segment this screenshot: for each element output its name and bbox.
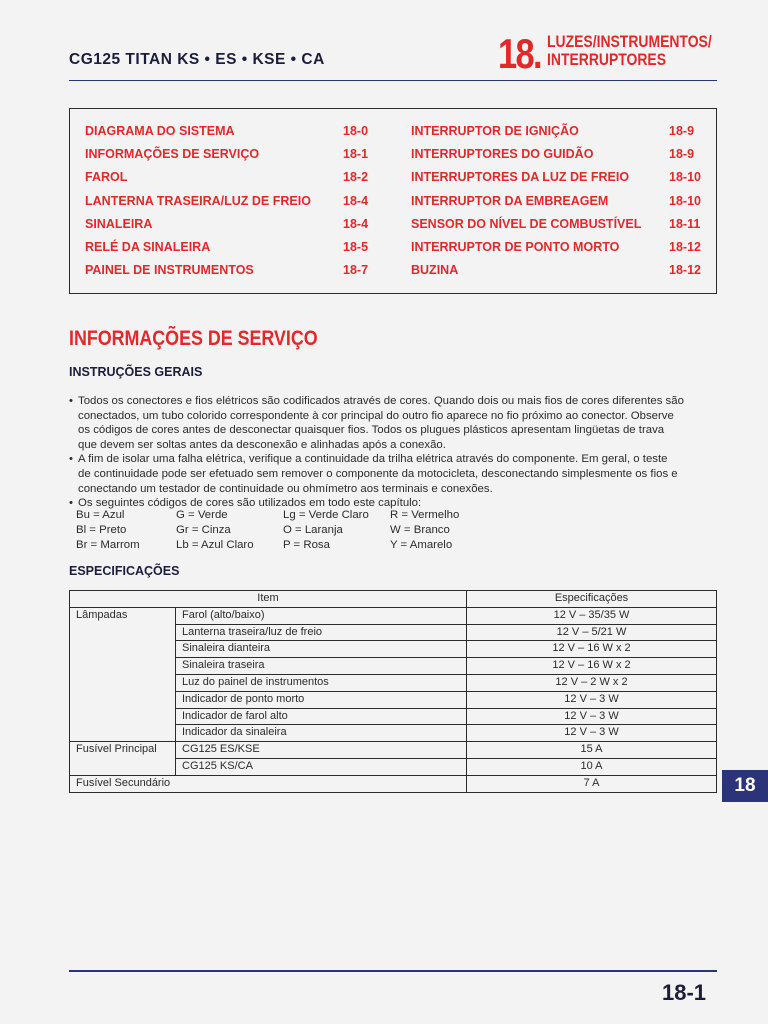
toc-page: 18-9 [669, 124, 695, 138]
spec-row [70, 658, 717, 675]
spec-row [70, 691, 717, 708]
spec-value: 12 V – 3 W [467, 708, 717, 725]
color-code: W = Branco [390, 523, 450, 536]
color-code: Lb = Azul Claro [176, 538, 254, 551]
spec-value: 12 V – 5/21 W [467, 624, 717, 641]
spec-value: 12 V – 3 W [467, 691, 717, 708]
spec-item: Farol (alto/baixo) [176, 607, 467, 624]
toc-label: INTERRUPTORES DA LUZ DE FREIO [411, 170, 630, 185]
section-title: INFORMAÇÕES DE SERVIÇO [69, 327, 318, 350]
spec-value: 12 V – 35/35 W [467, 607, 717, 624]
page-number: 18-1 [662, 980, 707, 1005]
toc-label: INTERRUPTORES DO GUIDÃO [411, 147, 594, 162]
chapter-number: 18. [498, 30, 541, 77]
instruction-line: que devem ser soltas antes da desconexão e alinhadas após a conexão. [78, 438, 446, 451]
toc-page: 18-0 [343, 124, 369, 138]
spec-row [70, 674, 717, 691]
instruction-line: conectando um testador de continuidade ou ohmímetro aos terminais e conexões. [78, 482, 493, 495]
toc-page: 18-10 [669, 170, 701, 185]
spec-group [70, 708, 176, 725]
specifications-heading: ESPECIFICAÇÕES [69, 564, 180, 578]
color-code: Y = Amarelo [390, 538, 453, 551]
spec-item: CG125 KS/CA [176, 758, 467, 775]
instruction-bullet [69, 452, 729, 496]
chapter-title-line1: LUZES/INSTRUMENTOS/ [547, 32, 712, 51]
color-code: R = Vermelho [390, 509, 460, 521]
toc-label: SINALEIRA [85, 216, 153, 231]
spec-group [70, 758, 176, 775]
spec-group [70, 674, 176, 691]
header-rule [69, 80, 717, 81]
toc-page: 18-7 [343, 263, 369, 278]
chapter-title [547, 33, 712, 69]
spec-value: 15 A [467, 742, 717, 759]
spec-group [70, 641, 176, 658]
toc-label: FAROL [85, 170, 128, 185]
spec-row [70, 708, 717, 725]
spec-item: Indicador da sinaleira [176, 725, 467, 742]
color-code: Gr = Cinza [176, 523, 231, 536]
toc-label: RELÉ DA SINALEIRA [85, 240, 211, 254]
spec-row [70, 624, 717, 641]
general-instructions-heading: INSTRUÇÕES GERAIS [69, 365, 203, 379]
spec-row [70, 775, 717, 792]
toc-label: SENSOR DO NÍVEL DE COMBUSTÍVEL [411, 216, 642, 231]
spec-value: 12 V – 16 W x 2 [467, 658, 717, 675]
chapter-title-line2: INTERRUPTORES [547, 50, 667, 69]
toc-page: 18-5 [343, 240, 369, 254]
table-header-row [70, 591, 717, 608]
footer-rule [69, 970, 717, 972]
specifications-table [69, 590, 717, 793]
toc-label: INTERRUPTOR DE IGNIÇÃO [411, 124, 579, 138]
instruction-line: • A fim de isolar uma falha elétrica, verifique a continuidade da trilha elétrica através do componente. Em geral, o teste [78, 453, 668, 466]
toc-label: PAINEL DE INSTRUMENTOS [85, 263, 254, 278]
instruction-line: • Todos os conectores e fios elétricos são codificados através de cores. Quando dois ou mais fios de cores diferentes são [78, 395, 684, 407]
spec-row [70, 725, 717, 742]
spec-item: Indicador de ponto morto [176, 691, 467, 708]
color-code: P = Rosa [283, 538, 330, 551]
color-code: Bu = Azul [76, 509, 125, 521]
instruction-line: de continuidade pode ser efetuado sem remover o componente da motocicleta, desconectando simplesmente os fios e [78, 467, 678, 480]
toc-page: 18-2 [343, 170, 369, 185]
spec-value: 7 A [467, 775, 717, 792]
spec-value: 12 V – 2 W x 2 [467, 674, 717, 691]
toc-page: 18-11 [669, 216, 701, 231]
spec-group: Fusível Secundário [70, 775, 467, 792]
general-instructions [69, 394, 729, 511]
toc-page: 18-1 [343, 147, 369, 162]
toc-label: DIAGRAMA DO SISTEMA [85, 124, 235, 138]
color-code: Lg = Verde Claro [283, 509, 369, 521]
spec-item: CG125 ES/KSE [176, 742, 467, 759]
spec-item: Sinaleira dianteira [176, 641, 467, 658]
spec-value: 12 V – 16 W x 2 [467, 641, 717, 658]
color-code: G = Verde [176, 509, 228, 521]
spec-row [70, 607, 717, 624]
instruction-line: conectados, um tubo colorido correspondente à cor principal do outro fio aparece no fio próximo ao conector. Observe [78, 409, 674, 422]
spec-group: Lâmpadas [70, 607, 176, 624]
toc-label: LANTERNA TRASEIRA/LUZ DE FREIO [85, 193, 311, 208]
toc-label: INTERRUPTOR DA EMBREAGEM [411, 193, 609, 208]
color-code: Br = Marrom [76, 538, 140, 551]
toc-page: 18-4 [343, 193, 369, 208]
spec-item: Sinaleira traseira [176, 658, 467, 675]
header-spec: Especificações [467, 591, 717, 608]
table-of-contents [69, 108, 717, 294]
color-code: Bl = Preto [76, 523, 127, 536]
spec-item: Lanterna traseira/luz de freio [176, 624, 467, 641]
spec-row [70, 641, 717, 658]
spec-group [70, 691, 176, 708]
toc-label: BUZINA [411, 263, 459, 278]
spec-row [70, 742, 717, 759]
instruction-line: os códigos de cores antes de desconectar quaisquer fios. Todos os plugues plásticos apresentam lingüetas de trava [78, 424, 665, 437]
toc-page: 18-10 [669, 193, 701, 208]
spec-row [70, 758, 717, 775]
spec-group: Fusível Principal [70, 742, 176, 759]
chapter-tab[interactable]: 18 [722, 770, 768, 802]
spec-value: 12 V – 3 W [467, 725, 717, 742]
header-item: Item [70, 591, 467, 608]
spec-group [70, 624, 176, 641]
toc-page: 18-9 [669, 147, 695, 162]
instruction-bullet [69, 394, 729, 452]
model-title: CG125 TITAN KS • ES • KSE • CA [69, 51, 325, 68]
spec-group [70, 658, 176, 675]
toc-page: 18-12 [669, 263, 701, 278]
instruction-line: • Os seguintes códigos de cores são utilizados em todo este capítulo: [78, 497, 422, 510]
toc-label: INFORMAÇÕES DE SERVIÇO [85, 147, 260, 162]
toc-page: 18-12 [669, 240, 701, 254]
spec-item: Indicador de farol alto [176, 708, 467, 725]
spec-group [70, 725, 176, 742]
spec-value: 10 A [467, 758, 717, 775]
color-code: O = Laranja [283, 523, 343, 536]
spec-item: Luz do painel de instrumentos [176, 674, 467, 691]
toc-label: INTERRUPTOR DE PONTO MORTO [411, 240, 620, 254]
toc-page: 18-4 [343, 216, 369, 231]
